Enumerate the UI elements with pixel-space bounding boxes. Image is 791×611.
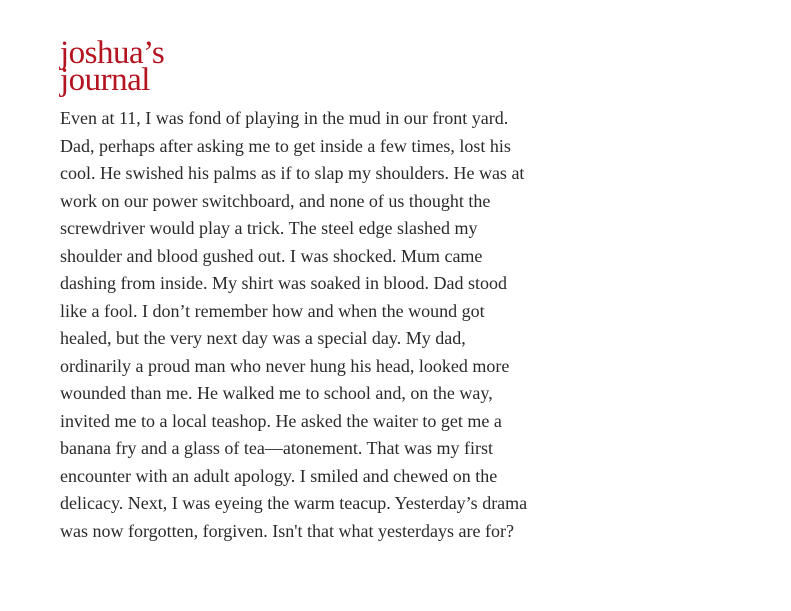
journal-line: wounded than me. He walked me to school and, on the way, [60, 383, 493, 403]
journal-title [60, 35, 580, 98]
journal-line: shoulder and blood gushed out. I was shocked. Mum came [60, 245, 483, 266]
journal-line: like a fool. I don’t remember how and when the wound got [60, 300, 485, 321]
journal-page [60, 35, 580, 545]
journal-line: healed, but the very next day was a special day. My dad, [60, 328, 466, 348]
journal-title-line-2: journal [60, 62, 150, 98]
journal-line: delicacy. Next, I was eyeing the warm teacup. Yesterday’s drama [60, 493, 528, 513]
journal-line: Even at 11, I was fond of playing in the mud in our front yard. [60, 108, 509, 128]
journal-line: cool. He swished his palms as if to slap my shoulders. He was at [60, 163, 525, 183]
journal-title-line-1: joshua’s [60, 35, 165, 71]
journal-line: Dad, perhaps after asking me to get inside a few times, lost his [60, 135, 511, 156]
journal-line: ordinarily a proud man who never hung his head, looked more [60, 355, 510, 376]
journal-line: invited me to a local teashop. He asked the waiter to get me a [60, 410, 502, 431]
journal-line: was now forgotten, forgiven. Isn't that what yesterdays are for? [60, 520, 514, 541]
journal-entry [60, 105, 580, 545]
journal-line: encounter with an adult apology. I smiled and chewed on the [60, 465, 498, 486]
journal-line: dashing from inside. My shirt was soaked in blood. Dad stood [60, 273, 507, 293]
journal-line: work on our power switchboard, and none of us thought the [60, 190, 491, 211]
journal-line: banana fry and a glass of tea—atonement. That was my first [60, 438, 494, 458]
journal-line: screwdriver would play a trick. The steel edge slashed my [60, 218, 478, 238]
